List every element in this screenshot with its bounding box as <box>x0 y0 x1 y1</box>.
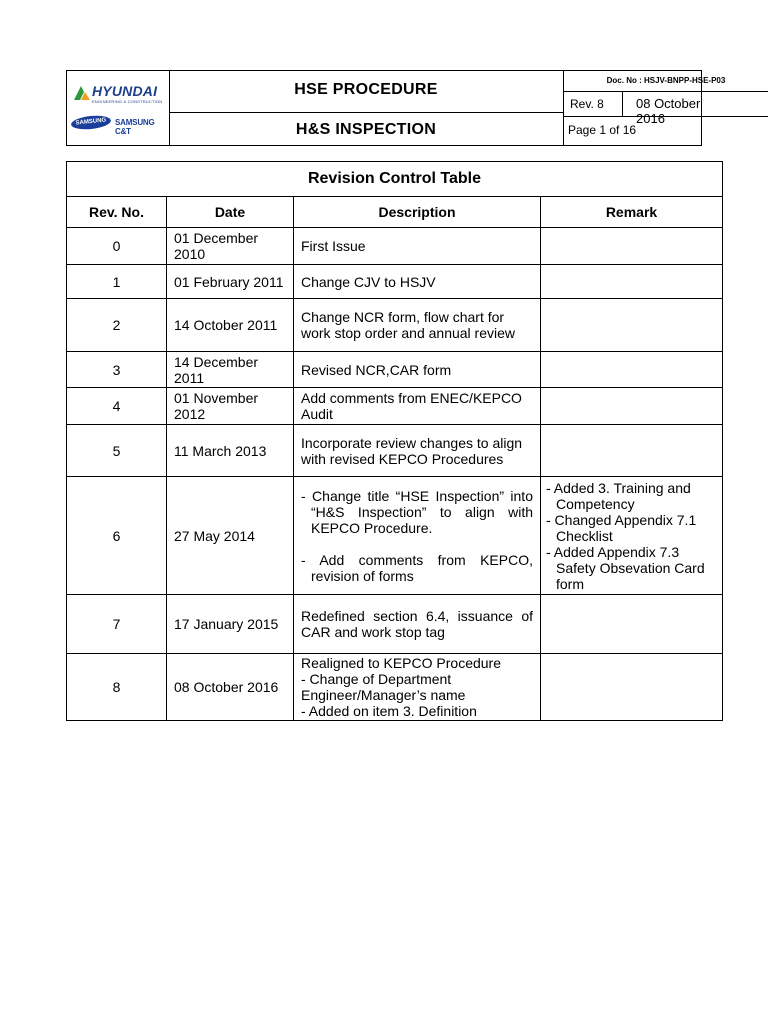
table-row <box>67 388 723 425</box>
description-line: - Add comments from KEPCO, revision of forms <box>301 551 533 584</box>
description-line: Realigned to KEPCO Procedure <box>301 655 501 671</box>
remark-line: - Added 3. Training and Competency <box>546 479 691 512</box>
date-cell: 27 May 2014 <box>167 477 294 595</box>
date-cell: 08 October 2016 <box>167 654 294 721</box>
column-header-description: Description <box>294 197 541 228</box>
description-line: - Change title “HSE Inspection” into “H&S Inspection” to align with KEPCO Procedure. <box>301 487 533 536</box>
document-subtitle: H&S INSPECTION <box>295 121 437 138</box>
table-row <box>67 425 723 477</box>
table-row <box>67 299 723 352</box>
remark-cell <box>541 228 723 265</box>
samsung-logo-oval: SAMSUNG <box>70 114 111 131</box>
date-cell: 14 October 2011 <box>167 299 294 352</box>
rev-cell: 5 <box>67 425 167 477</box>
rev-cell: 7 <box>67 595 167 654</box>
table-caption: Revision Control Table <box>67 162 723 197</box>
revision-number: Rev. 8 <box>570 97 604 111</box>
description-cell <box>294 477 541 595</box>
remark-line: - Changed Appendix 7.1 Checklist <box>546 511 697 544</box>
table-row <box>67 228 723 265</box>
description-line: - Change of Department Engineer/Manager’s name <box>301 671 466 703</box>
column-header-remark: Remark <box>541 197 723 228</box>
table-row <box>67 595 723 654</box>
description-cell: Change NCR form, flow chart for work stop order and annual review <box>294 299 541 352</box>
description-cell: Redefined section 6.4, issuance of CAR and work stop tag <box>294 595 541 654</box>
remark-cell <box>541 425 723 477</box>
remark-cell <box>541 654 723 721</box>
description-cell: Add comments from ENEC/KEPCO Audit <box>294 388 541 425</box>
table-row <box>67 477 723 595</box>
samsung-logo-text: SAMSUNG C&T <box>115 118 155 136</box>
column-header-date: Date <box>167 197 294 228</box>
date-cell: 01 December 2010 <box>167 228 294 265</box>
remark-cell <box>541 595 723 654</box>
remark-cell <box>541 388 723 425</box>
remark-cell <box>541 265 723 299</box>
rev-cell: 4 <box>67 388 167 425</box>
rev-cell: 2 <box>67 299 167 352</box>
description-cell <box>294 654 541 721</box>
remark-cell <box>541 352 723 388</box>
title-cell <box>169 71 564 145</box>
rev-cell: 8 <box>67 654 167 721</box>
hyundai-logo-subtext: ENGINEERING & CONSTRUCTION <box>92 99 163 104</box>
hyundai-logo-text: HYUNDAI <box>92 83 158 99</box>
description-line: - Added on item 3. Definition <box>301 703 477 719</box>
rev-cell: 3 <box>67 352 167 388</box>
meta-cell <box>563 71 726 145</box>
hyundai-logo-icon <box>74 86 90 100</box>
document-title: HSE PROCEDURE <box>294 81 438 98</box>
description-cell: Change CJV to HSJV <box>294 265 541 299</box>
date-cell: 11 March 2013 <box>167 425 294 477</box>
description-cell: Incorporate review changes to align with revised KEPCO Procedures <box>294 425 541 477</box>
table-row <box>67 654 723 721</box>
column-header-rev: Rev. No. <box>67 197 167 228</box>
table-row <box>67 352 723 388</box>
rev-cell: 1 <box>67 265 167 299</box>
date-cell: 17 January 2015 <box>167 595 294 654</box>
table-row <box>67 265 723 299</box>
rev-cell: 6 <box>67 477 167 595</box>
document-header <box>66 70 726 146</box>
date-cell: 01 November 2012 <box>167 388 294 425</box>
remark-cell <box>541 477 723 595</box>
page-number: Page 1 of 16 <box>568 123 637 137</box>
logo-cell <box>67 71 170 145</box>
description-cell: Revised NCR,CAR form <box>294 352 541 388</box>
revision-control-table <box>66 161 723 721</box>
remark-line: - Added Appendix 7.3 Safety Obsevation Card form <box>546 543 705 592</box>
description-cell: First Issue <box>294 228 541 265</box>
date-cell: 01 February 2011 <box>167 265 294 299</box>
remark-cell <box>541 299 723 352</box>
rev-cell: 0 <box>67 228 167 265</box>
date-cell: 14 December 2011 <box>167 352 294 388</box>
revision-date: 08 October 2016 <box>636 96 701 126</box>
doc-number: Doc. No : HSJV-BNPP-HSE-P03 <box>606 76 726 85</box>
